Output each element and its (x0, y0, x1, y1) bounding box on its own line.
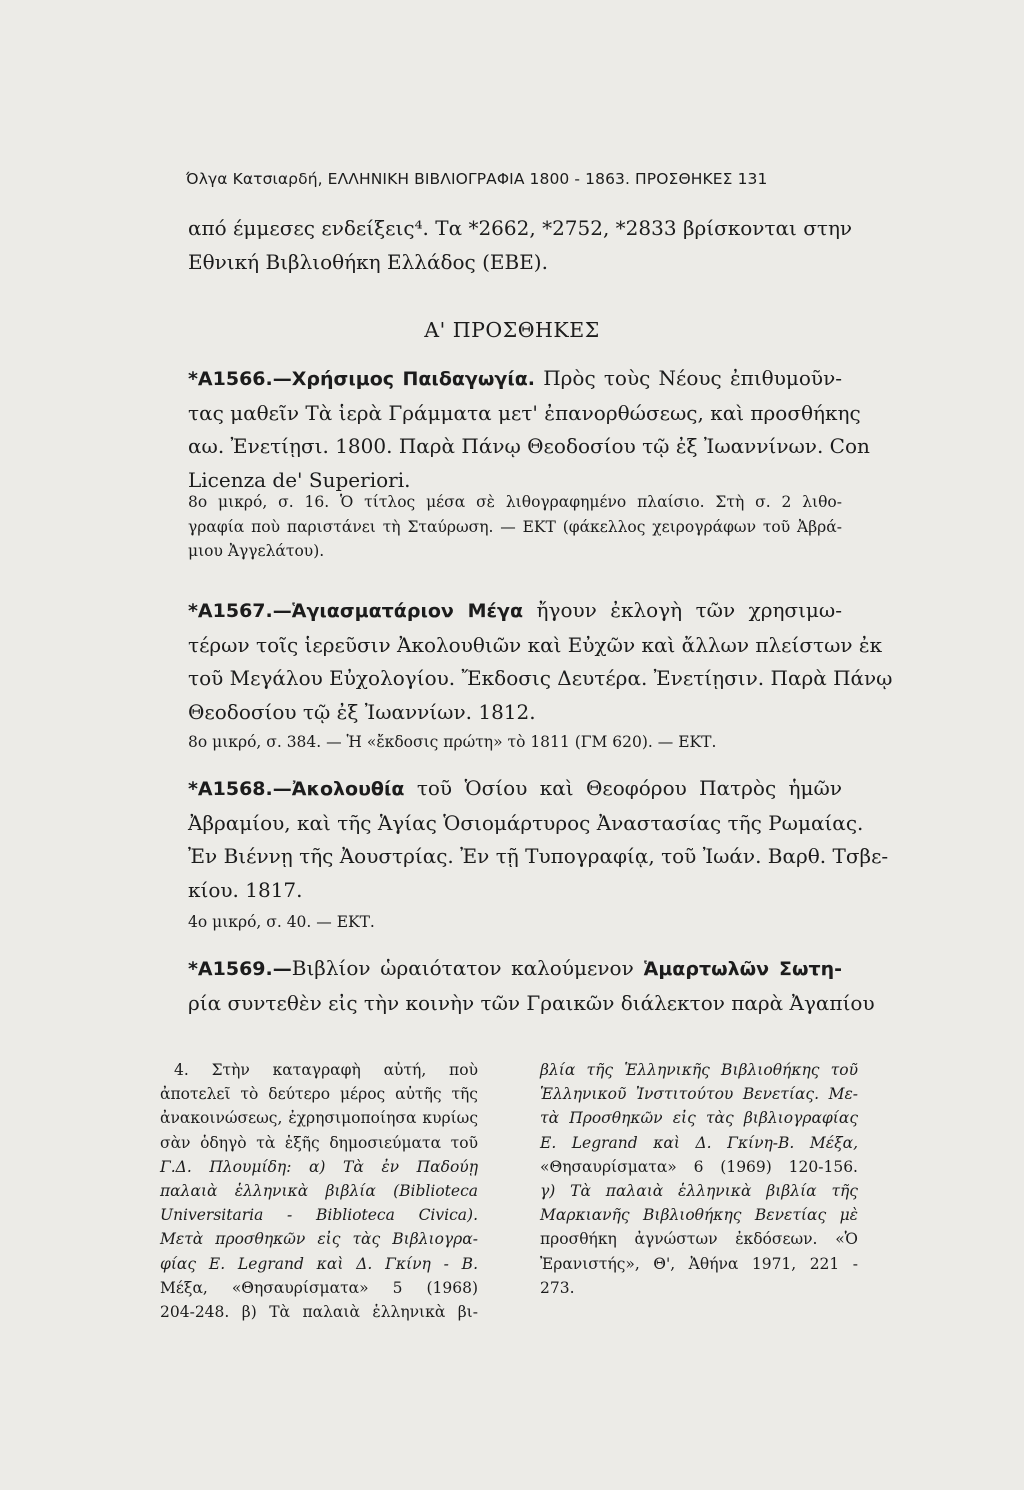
entry-title: Ἀκολουθία (291, 778, 405, 800)
footnote-line: προσθήκη ἀγνώστων ἐκδόσεων. «Ὁ (540, 1230, 858, 1249)
entry-title: Ἁγιασματάριον Μέγα (291, 600, 524, 622)
entry-first-line (188, 594, 842, 629)
note-line: 4ο μικρό, σ. 40. — ΕΚΤ. (188, 913, 375, 931)
entry-a1568-note (188, 910, 842, 935)
entry-line: τας μαθεῖν Τὰ ἱερὰ Γράμματα μετ' ἐπανορθώσεως, καὶ προσθήκης (188, 400, 861, 425)
entry-line: Πρὸς τοὺς Νέους ἐπιθυμοῦν- (535, 366, 842, 390)
section-title: Α' ΠΡΟΣΘΗΚΕΣ (424, 318, 600, 342)
footnote-line: Μετὰ προσθηκῶν εἰς τὰς Βιβλιογρα- (160, 1230, 478, 1249)
footnote-line: Μαρκιανῆς Βιβλιοθήκης Βενετίας μὲ (540, 1206, 858, 1225)
footnote-line: «Θησαυρίσματα» 6 (1969) 120-156. (540, 1157, 858, 1176)
running-header: Όλγα Κατσιαρδή, ΕΛΛΗΝΙΚΗ ΒΙΒΛΙΟΓΡΑΦΙΑ 1800 - 1863. ΠΡΟΣΘΗΚΕΣ 131 (186, 170, 768, 188)
entry-line: ρία συντεθὲν εἰς τὴν κοινὴν τῶν Γραικῶν διάλεκτον παρὰ Ἀγαπίου (188, 990, 875, 1015)
footnote-line: ἀποτελεῖ τὸ δεύτερο μέρος αὐτῆς τῆς (160, 1085, 478, 1104)
footnote-right-column (540, 1058, 858, 1300)
entry-a1566-note (188, 490, 842, 564)
entry-line: κίου. 1817. (188, 877, 303, 902)
intro-line: Εθνική Βιβλιοθήκη Ελλάδος (ΕΒΕ). (188, 249, 548, 274)
footnote-line: σὰν ὁδηγὸ τὰ ἑξῆς δημοσιεύματα τοῦ (160, 1133, 478, 1152)
entry-id: *Α1568.— (188, 778, 292, 800)
note-line: 8ο μικρό, σ. 384. — Ἡ «ἔκδοσις πρώτη» τὸ 1811 (ΓΜ 620). — ΕΚΤ. (188, 733, 717, 751)
entry-line: Licenza de' Superiori. (188, 467, 411, 492)
intro-line: από έμμεσες ενδείξεις⁴. Τα *2662, *2752, *2833 βρίσκονται στην (188, 216, 853, 240)
entry-line: Ἀβραμίου, καὶ τῆς Ἁγίας Ὁσιομάρτυρος Ἀναστασίας τῆς Ρωμαίας. (188, 810, 864, 835)
footnote-line: 273. (540, 1278, 575, 1297)
entry-title: Χρήσιμος Παιδαγωγία. (291, 368, 536, 390)
footnote-line: τὰ Προσθηκῶν εἰς τὰς βιβλιογραφίας (540, 1109, 858, 1128)
entry-id: *Α1566.— (188, 368, 292, 390)
entry-a1566 (188, 362, 870, 497)
entry-a1567 (188, 594, 893, 729)
entry-a1568 (188, 772, 889, 907)
entry-line: αω. Ἐνετίῃσι. 1800. Παρὰ Πάνῳ Θεοδοσίου τῷ ἐξ Ἰωαννίνων. Con (188, 434, 870, 459)
footnote-line: Ἐρανιστής», Θ', Ἀθήνα 1971, 221 - (540, 1254, 858, 1273)
footnote-line: Γ.Δ. Πλουμίδη: α) Τὰ ἐν Παδούῃ (160, 1157, 478, 1176)
entry-title: Βιβλίον ὡραιότατον καλούμενον (291, 956, 634, 980)
note-line: μιου Ἀγγελάτου). (188, 542, 325, 560)
entry-line: ἤγουν ἐκλογὴ τῶν χρησιμω- (523, 598, 842, 622)
entry-id: *Α1569.— (188, 958, 292, 980)
entry-line: τοῦ Ὁσίου καὶ Θεοφόρου Πατρὸς ἡμῶν (404, 776, 842, 800)
entry-a1567-note (188, 730, 842, 755)
footnote-line: Ἑλληνικοῦ Ἰνστιτούτου Βενετίας. Με- (540, 1085, 858, 1104)
footnote-line: παλαιὰ ἑλληνικὰ βιβλία (Biblioteca (160, 1182, 478, 1201)
footnote-line: Ε. Legrand καὶ Δ. Γκίνη-Β. Μέξα, (540, 1133, 858, 1152)
footnote-left-column (160, 1058, 478, 1324)
entry-line: Θεοδοσίου τῷ ἐξ Ἰωαννίων. 1812. (188, 699, 536, 724)
entry-first-line (188, 772, 842, 807)
footnote-line: 204-248. β) Τὰ παλαιὰ ἑλληνικὰ βι- (160, 1303, 478, 1322)
entry-line: τέρων τοῖς ἱερεῦσιν Ἀκολουθιῶν καὶ Εὐχῶν καὶ ἄλλων πλείστων ἐκ (188, 632, 883, 657)
entry-line: Ἐν Βιέννῃ τῆς Ἀουστρίας. Ἐν τῇ Τυπογραφίᾳ, τοῦ Ἰωάν. Βαρθ. Τσβε- (188, 844, 889, 869)
entry-line: τοῦ Μεγάλου Εὐχολογίου. Ἔκδοσις Δευτέρα. Ἐνετίῃσιν. Παρὰ Πάνῳ (188, 666, 893, 691)
footnote-line: 4. Στὴν καταγραφὴ αὐτή, ποὺ (174, 1061, 478, 1079)
entry-id: *Α1567.— (188, 600, 292, 622)
footnote-line: ἀνακοινώσεως, ἐχρησιμοποίησα κυρίως (160, 1109, 478, 1128)
note-line: γραφία ποὺ παριστάνει τὴ Σταύρωση. — ΕΚΤ (φάκελλος χειρογράφων τοῦ Ἀβρά- (188, 517, 842, 536)
note-line: 8ο μικρό, σ. 16. Ὁ τίτλος μέσα σὲ λιθογραφημένο πλαίσιο. Στὴ σ. 2 λιθο- (188, 493, 842, 511)
entry-first-line (188, 952, 842, 987)
footnote-line: φίας Ε. Legrand καὶ Δ. Γκίνη - Β. (160, 1254, 478, 1273)
intro-paragraph (188, 212, 853, 279)
entry-line: Ἁμαρτωλῶν Σωτη- (633, 958, 843, 980)
footnote-line: γ) Τὰ παλαιὰ ἑλληνικὰ βιβλία τῆς (540, 1182, 858, 1201)
entry-a1569 (188, 952, 875, 1020)
footnote-line: Μέξα, «Θησαυρίσματα» 5 (1968) (160, 1278, 478, 1297)
entry-first-line (188, 362, 842, 397)
footnote-line: βλία τῆς Ἑλληνικῆς Βιβλιοθήκης τοῦ (540, 1061, 858, 1079)
footnote-line: Universitaria - Biblioteca Civica). (160, 1206, 478, 1225)
